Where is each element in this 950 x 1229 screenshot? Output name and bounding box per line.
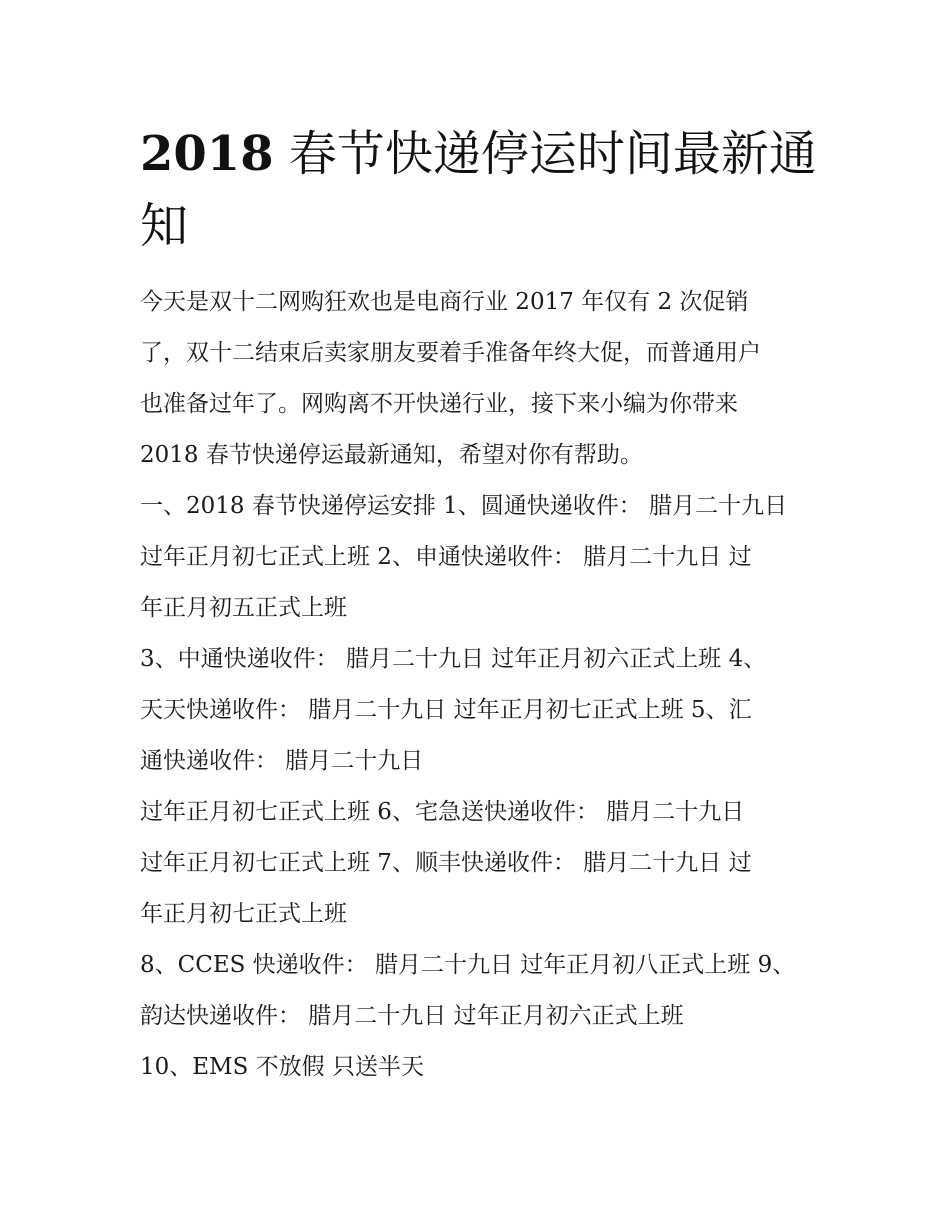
text-line: 过年正月初七正式上班 2、申通快递收件： 腊月二十九日 过 (140, 544, 752, 570)
text-line: 过年正月初七正式上班 7、顺丰快递收件： 腊月二十九日 过 (140, 850, 752, 876)
title-text: 春节快递停运时间最新通 (288, 126, 817, 182)
document-body (140, 277, 830, 1093)
text-line: 韵达快递收件： 腊月二十九日 过年正月初六正式上班 (140, 1003, 684, 1029)
text-line: 今天是双十二网购狂欢也是电商行业 2017 年仅有 2 次促销 (140, 289, 749, 315)
text-line: 天天快递收件： 腊月二十九日 过年正月初七正式上班 5、汇 (140, 697, 752, 723)
title-text-line2: 知 (140, 198, 189, 254)
text-line: 10、EMS 不放假 只送半天 (140, 1054, 424, 1080)
text-line: 3、中通快递收件： 腊月二十九日 过年正月初六正式上班 4、 (140, 646, 767, 672)
title-year: 2018 (140, 126, 274, 182)
text-line: 过年正月初七正式上班 6、宅急送快递收件： 腊月二十九日 (140, 799, 745, 825)
document-title (140, 118, 820, 262)
text-line: 一、2018 春节快递停运安排 1、圆通快递收件： 腊月二十九日 (140, 493, 788, 519)
text-line: 了，双十二结束后卖家朋友要着手准备年终大促，而普通用户 (140, 340, 761, 366)
text-line: 年正月初七正式上班 (140, 901, 347, 927)
text-line: 也准备过年了。网购离不开快递行业，接下来小编为你带来 (140, 391, 738, 417)
text-line: 8、CCES 快递收件： 腊月二十九日 过年正月初八正式上班 9、 (140, 952, 796, 978)
text-line: 通快递收件： 腊月二十九日 (140, 748, 424, 774)
text-line: 2018 春节快递停运最新通知，希望对你有帮助。 (140, 442, 643, 468)
text-line: 年正月初五正式上班 (140, 595, 347, 621)
